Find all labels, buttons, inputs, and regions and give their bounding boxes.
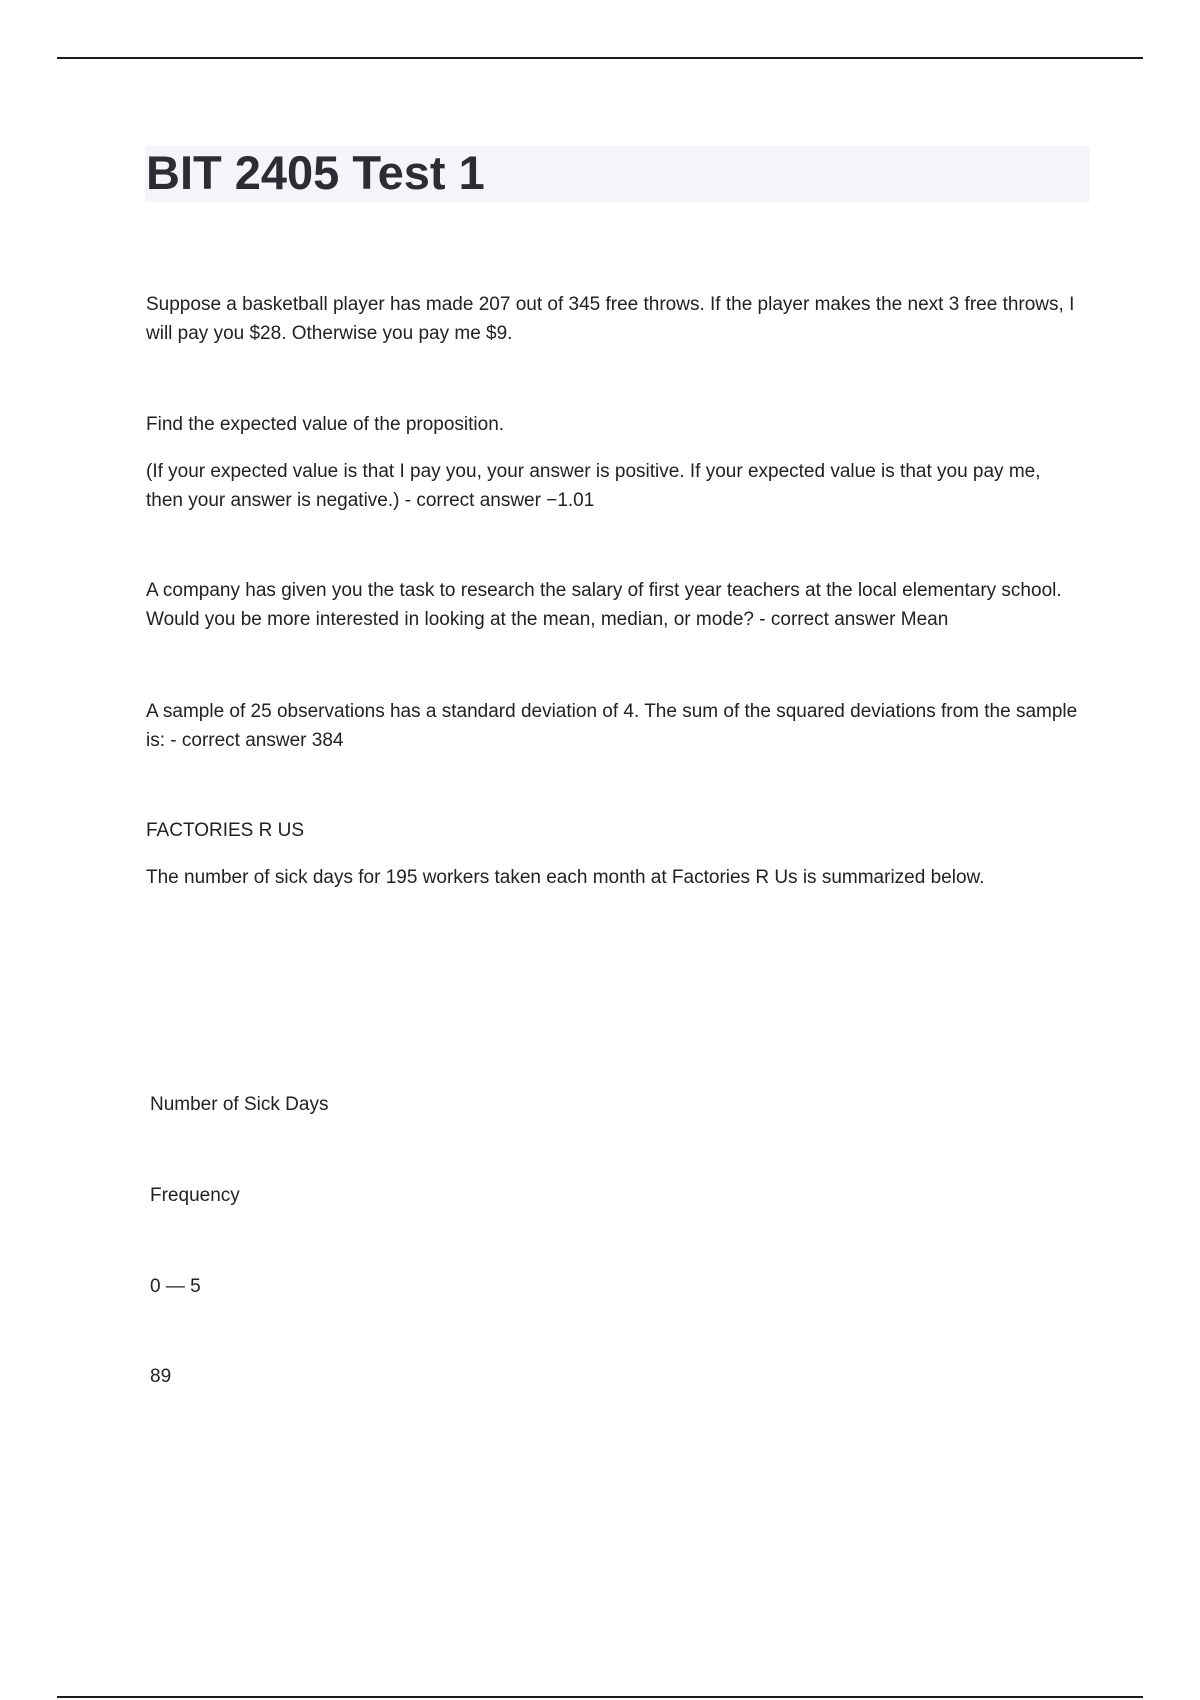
table-cell-frequency: 89 xyxy=(150,1366,172,1387)
question-2: A company has given you the task to research the salary of first year teachers at the local elementary school. Would you be more interested in looking at the mean, median, or mode? - correct answer Mean xyxy=(146,580,1062,630)
table-header-frequency: Frequency xyxy=(150,1185,240,1206)
question-3: A sample of 25 observations has a standard deviation of 4. The sum of the squared deviations from the sample is: - correct answer 384 xyxy=(146,701,1078,751)
bottom-rule xyxy=(57,1696,1143,1698)
table-header-sick-days: Number of Sick Days xyxy=(150,1094,329,1115)
section-text: The number of sick days for 195 workers taken each month at Factories R Us is summarized below. xyxy=(146,867,985,888)
question-1-instruction: Find the expected value of the proposition. xyxy=(146,414,505,435)
top-rule xyxy=(57,57,1143,59)
page-title: BIT 2405 Test 1 xyxy=(146,146,485,199)
question-1-answer: (If your expected value is that I pay you, your answer is positive. If your expected value is that you pay me, then your answer is negative.) - correct answer −1.01 xyxy=(146,461,1041,511)
section-heading: FACTORIES R US xyxy=(146,820,305,841)
table-cell-range: 0 — 5 xyxy=(150,1276,201,1297)
question-1-prompt: Suppose a basketball player has made 207 out of 345 free throws. If the player makes the next 3 free throws, I will pay you $28. Otherwise you pay me $9. xyxy=(146,294,1075,344)
